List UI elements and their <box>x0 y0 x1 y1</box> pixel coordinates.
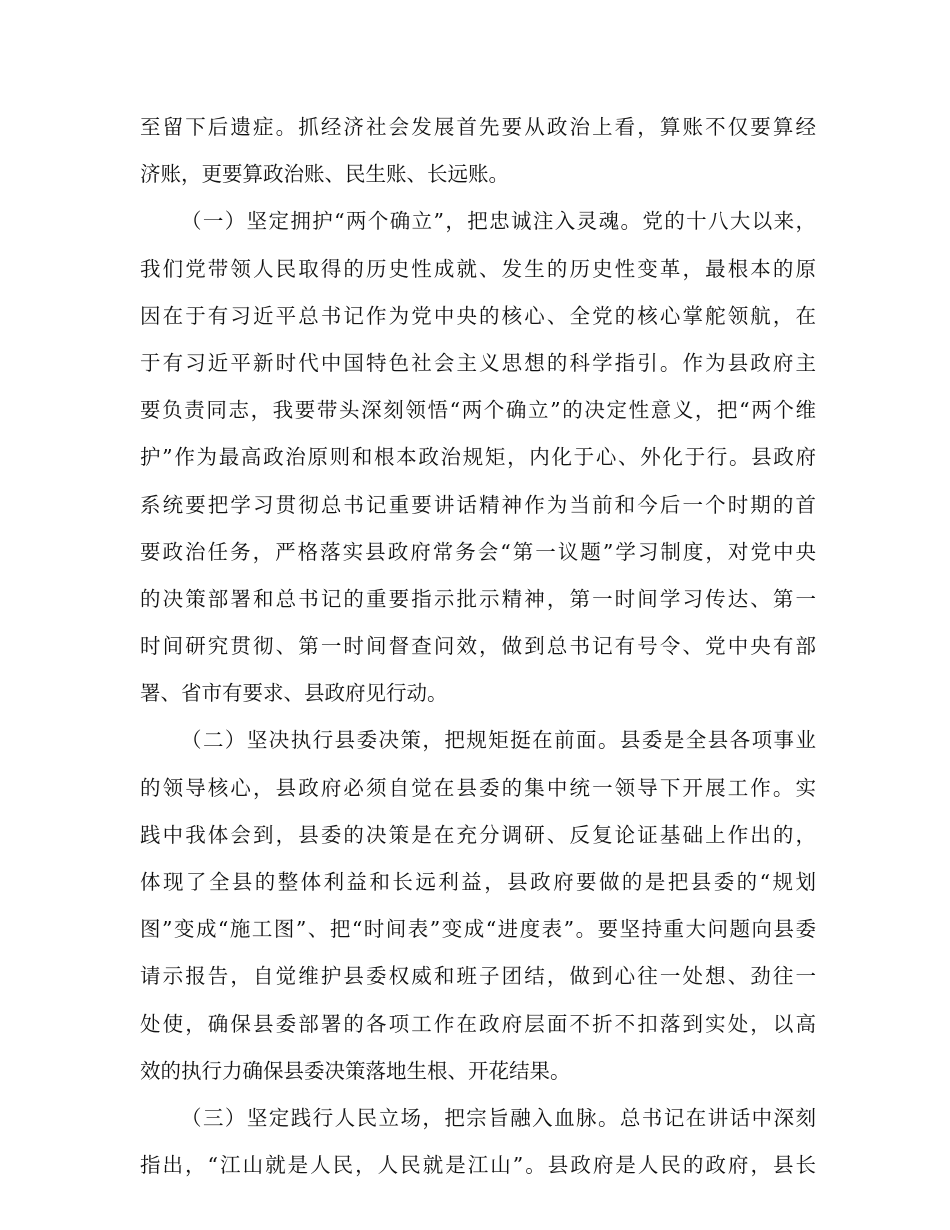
text-line: 时间研究贯彻、第一时间督查问效，做到总书记有号令、党中央有部 <box>140 634 816 659</box>
text-line: 要负责同志，我要带头深刻领悟“两个确立”的决定性意义，把“两个维 <box>140 398 816 423</box>
text-line: 的领导核心，县政府必须自觉在县委的集中统一领导下开展工作。实 <box>140 775 816 800</box>
text-line: （一）坚定拥护“两个确立”，把忠诚注入灵魂。党的十八大以来， <box>181 209 816 234</box>
text-line: 至留下后遗症。抓经济社会发展首先要从政治上看，算账不仅要算经 <box>140 115 816 139</box>
text-line: 我们党带领人民取得的历史性成就、发生的历史性变革，最根本的原 <box>140 256 816 281</box>
text-line: 要政治任务，严格落实县政府常务会“第一议题”学习制度，对党中央 <box>140 539 816 564</box>
text-line: 系统要把学习贯彻总书记重要讲话精神作为当前和今后一个时期的首 <box>140 492 816 517</box>
text-line: 署、省市有要求、县政府见行动。 <box>140 681 448 706</box>
text-line: 效的执行力确保县委决策落地生根、开花结果。 <box>140 1058 571 1083</box>
document-body <box>140 104 816 1189</box>
text-line: 济账，更要算政治账、民生账、长远账。 <box>140 162 509 187</box>
text-line: 体现了全县的整体利益和长远利益，县政府要做的是把县委的“规划 <box>140 870 816 894</box>
text-line: （二）坚决执行县委决策，把规矩挺在前面。县委是全县各项事业 <box>181 728 816 753</box>
text-line: 的决策部署和总书记的重要指示批示精神，第一时间学习传达、第一 <box>140 586 816 611</box>
text-line: 于有习近平新时代中国特色社会主义思想的科学指引。作为县政府主 <box>140 350 816 375</box>
text-line: （三）坚定践行人民立场，把宗旨融入血脉。总书记在讲话中深刻 <box>181 1105 816 1130</box>
text-line: 护”作为最高政治原则和根本政治规矩，内化于心、外化于行。县政府 <box>140 445 816 470</box>
text-line: 请示报告，自觉维护县委权威和班子团结，做到心往一处想、劲往一 <box>140 964 816 989</box>
text-line: 图”变成“施工图”、把“时间表”变成“进度表”。要坚持重大问题向县委 <box>140 917 816 942</box>
text-line: 指出，“江山就是人民，人民就是江山”。县政府是人民的政府，县长 <box>140 1153 816 1178</box>
text-line: 践中我体会到，县委的决策是在充分调研、反复论证基础上作出的， <box>140 822 816 847</box>
text-line: 处使，确保县委部署的各项工作在政府层面不折不扣落到实处，以高 <box>140 1011 816 1036</box>
text-line: 因在于有习近平总书记作为党中央的核心、全党的核心掌舵领航，在 <box>140 303 816 328</box>
